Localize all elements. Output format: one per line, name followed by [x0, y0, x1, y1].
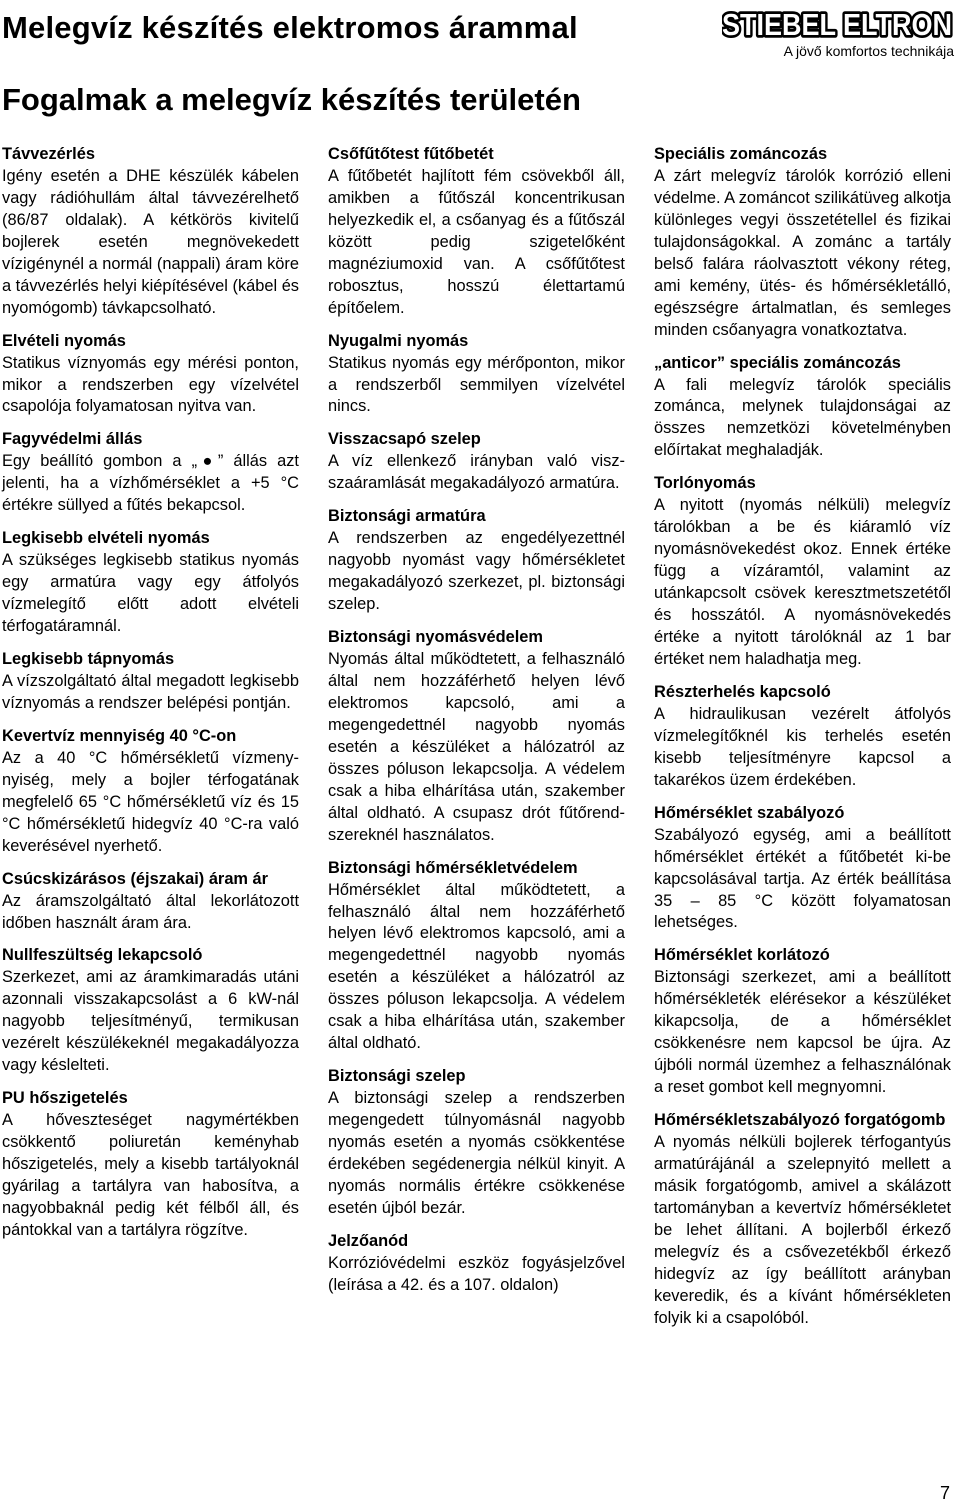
term-definition: A fűtőbetét hajlított fém csövekből áll, amikben a fűtőszál koncentrikusan helyezkedik el, a csőanyag és a fűtőszál között pedig szigetelőként magnéziumoxid van. A csőfűtőtest robosztus, hosszú élettartamú építőelem. — [328, 166, 625, 317]
page-number: 7 — [939, 1483, 950, 1503]
term-title: Hőmérsékletszabályozó forgatógomb — [654, 1111, 946, 1130]
term-definition: Az áramszolgáltató által lekorlátozott időben használt áram ára. — [2, 891, 299, 932]
glossary-entry — [328, 858, 625, 1056]
brand-tagline: A jövő komfortos technikája — [783, 43, 954, 59]
glossary-entry — [328, 331, 625, 419]
document-title: Melegvíz készítés elektromos árammal — [2, 10, 578, 45]
term-title: Nullfeszültség lekapcsoló — [2, 946, 203, 965]
brand-block — [714, 6, 954, 59]
glossary-entry — [2, 726, 299, 858]
term-title: Visszacsapó szelep — [328, 430, 481, 449]
svg-text:STIEBEL ELTRON: STIEBEL ELTRON — [722, 8, 952, 40]
term-title: Biztonsági nyomásvédelem — [328, 628, 543, 647]
term-definition: Korrózióvédelmi eszköz fogyásjelzővel (leírása a 42. és a 107. oldalon) — [328, 1253, 625, 1294]
term-definition: A vízszolgáltató által megadott legkisebb víznyomás a rendszer belépési pontján. — [2, 671, 299, 712]
term-definition: A víz ellenkező irányban való viszszaáramlását megakadályozó armatúra. — [328, 452, 625, 493]
term-definition: Biztonsági szerkezet, ami a beállított hőmérsékleték elérésekor a készüléket kikapcsolja, de a hőmérséklet csökkenésre nem kapcsol be újra. Az újbóli normál üzemhez a felhasználónak a reset gombot kell megnyomni. — [654, 968, 951, 1097]
glossary-entry — [328, 506, 625, 616]
term-definition: Nyomás által működtetett, a felhasználó által nem hozzáférhető helyen lévő elektromos kapcsoló, ami a megengedettnél nagyobb nyomás esetén a készüléket a hálózatról az összes póluson lekapcsolja. A védelem csak a hiba elhárítása után, szakember által oldható. A csupasz drót fűtőrendszereknél használatos. — [328, 650, 625, 844]
glossary-entry — [654, 144, 951, 342]
column-3 — [654, 144, 951, 1341]
term-definition: Szabályozó egység, ami a beállított hőmérséklet értékét a fűtőbetét ki-be kapcsolásával tartja. Az érték beállítása 35 – 85 °C között folyamatosan lehetséges. — [654, 825, 951, 932]
term-title: „anticor” speciális zománcozás — [654, 353, 901, 372]
glossary-entry — [328, 627, 625, 847]
term-definition: Egy beállító gombon a „●” állás azt jelenti, ha a vízhőmérséklet a +5 °C értékre süllyed a fűtés bekapcsol. — [2, 452, 299, 515]
glossary-entry — [2, 945, 299, 1077]
stiebel-eltron-logo — [722, 6, 954, 40]
glossary-entry — [2, 649, 299, 715]
glossary-entry — [654, 353, 951, 463]
glossary-entry — [654, 473, 951, 671]
term-definition: Szerkezet, ami az áramkimaradás utáni azonnali visszakapcsolást a 6 kW-nál nagyobb teljesítményű, termikusan vezérelt készülékeknél megakadályozza vagy késlelteti. — [2, 968, 299, 1075]
term-title: Távvezérlés — [2, 145, 95, 163]
glossary-entry — [2, 528, 299, 638]
svg-text:STIEBEL ELTRON: STIEBEL ELTRON — [722, 8, 952, 40]
glossary-entry — [2, 1088, 299, 1242]
column-1 — [2, 144, 299, 1253]
term-definition: A nyomás nélküli bojlerek térfogantyús armatúrájánál a szelepnyitó mellett a másik forgatógomb, amivel a skálázott tartományban a kevertvíz hőmérsékletet be lehet állítani. A bojlerből érkező melegvíz és a csővezetékből érkező hidegvíz az így beállított arányban keveredik, és a kívánt hőmérsékleten folyik ki a csapolóból. — [654, 1133, 951, 1327]
term-title: Biztonsági hőmérsékletvédelem — [328, 858, 578, 877]
glossary-entry — [2, 144, 299, 320]
term-title: Fagyvédelmi állás — [2, 430, 143, 449]
term-title: Legkisebb tápnyomás — [2, 650, 175, 669]
term-title: PU hőszigetelés — [2, 1089, 128, 1108]
term-definition: A hőveszteséget nagymértékben csökkentő poliuretán keményhab hőszigetelés, mely a kisebb tartályoknál gyárilag a tartályra van habosítva, a nagyobbaknál pedig két félből áll, és pántokkal van a tartályra rögzítve. — [2, 1111, 299, 1239]
term-definition: A biztonsági szelep a rendszerben megengedett túlnyomásnál nagyobb nyomás esetén a nyomás csökkentése érdekében segédenergia nélkül kinyit. A nyomás normális értékre csökkenése esetén újból bezár. — [328, 1089, 625, 1217]
term-definition: Igény esetén a DHE készülék kábelen vagy rádióhullám által távvezérelhető (86/87 oldalak). A kétkörös kivitelű bojlerek esetén megnövekedett vízigénynél a normál (nappali) áram köre a távvezérlés helyi kiépítésével (kábel és nyomógomb) távkapcsolható. — [2, 166, 300, 317]
term-title: Biztonsági szelep — [328, 1067, 466, 1086]
glossary-entry — [328, 429, 625, 495]
term-definition: A fali melegvíz tárolók speciális zománca, melynek tulajdonságai az összes nemzetközi követelményben előírtakat meghaladják. — [654, 375, 951, 460]
term-definition: A rendszerben az engedélyezettnél nagyobb nyomást vagy hőmérsékletet megakadályozó szerkezet, pl. biztonsági szelep. — [328, 529, 625, 614]
term-title: Biztonsági armatúra — [328, 507, 486, 526]
term-title: Kevertvíz mennyiség 40 °C-on — [2, 726, 237, 745]
term-title: Jelzőanód — [328, 1231, 409, 1250]
term-definition: A hidraulikusan vezérelt átfolyós vízmelegítőknél kis terhelés esetén kisebb teljesítményre kapcsol a takarékos üzem érdekében. — [654, 704, 951, 789]
term-title: Elvételi nyomás — [2, 331, 126, 350]
term-title: Nyugalmi nyomás — [328, 331, 469, 350]
glossary-entry — [2, 331, 299, 419]
glossary-entry — [2, 429, 299, 517]
glossary-entry — [328, 1231, 625, 1297]
term-definition: A zárt melegvíz tárolók korrózió elleni védelme. A zománcot szilikátüveg alkotja különleges vegyi összetétellel és fizikai tulajdonságokkal. A zománc a tartály belső falára ráolvasztott vékony réteg, ami kemény, ütés- és hőmérsékletálló, egészségre ártalmatlan, és semleges minden csőanyagra vonatkoztatva. — [654, 166, 952, 339]
term-title: Legkisebb elvételi nyomás — [2, 529, 210, 548]
glossary-entry — [654, 803, 951, 935]
term-title: Torlónyomás — [654, 474, 756, 493]
term-definition: Statikus víznyomás egy mérési ponton, mikor a rendszerben egy vízelvétel csapolója folyamatosan nyitva van. — [2, 353, 299, 416]
column-2 — [328, 144, 625, 1308]
term-definition: A nyitott (nyomás nélküli) melegvíz tárolókban a be és kiáramló víz nyomásnövekedést okoz. Ennek értéke függ a vízáramtól, valamint az utánkapcsolt csövek keresztmetszetétől és hosszától. A nyomásnövekedés értéke a nyitott tárolóknál az 1 bar értéket nem haladhatja meg. — [654, 496, 951, 668]
glossary-entry — [654, 945, 951, 1099]
glossary-entry — [328, 1066, 625, 1220]
term-title: Hőmérséklet korlátozó — [654, 946, 830, 965]
term-title: Részterhelés kapcsoló — [654, 682, 831, 701]
term-title: Csúcskizárásos (éjszakai) áram ár — [2, 869, 269, 888]
glossary-entry — [328, 144, 625, 320]
section-title: Fogalmak a melegvíz készítés területén — [2, 82, 581, 117]
term-title: Csőfűtőtest fűtőbetét — [328, 145, 494, 163]
term-title: Speciális zománcozás — [654, 145, 828, 163]
term-title: Hőmérséklet szabályozó — [654, 803, 845, 822]
term-definition: Az a 40 °C hőmérsékletű vízmenynyiség, mely a bojler térfogatának megfelelő 65 °C hőmérsékletű víz és 15 °C hőmérsékletű hidegvíz 40 °C-ra való keverésével nyerhető. — [2, 748, 299, 855]
glossary-entry — [654, 1110, 951, 1330]
glossary-entry — [2, 869, 299, 935]
term-definition: Hőmérséklet által működtetett, a felhasználó által nem hozzáférhető helyen lévő elektromos kapcsoló, ami a megengedettnél nagyobb nyomás esetén a készüléket a hálózatról az összes póluson lekapcsolja. A védelem csak a hiba elhárítása után, szakember által oldható. — [328, 880, 625, 1053]
glossary-entry — [654, 682, 951, 792]
term-definition: Statikus nyomás egy mérőponton, mikor a rendszerből semmilyen vízelvétel nincs. — [328, 353, 625, 416]
term-definition: A szükséges legkisebb statikus nyomás egy armatúra vagy egy átfolyós vízmelegítő előtt adott elvételi térfogatáramnál. — [2, 551, 299, 636]
